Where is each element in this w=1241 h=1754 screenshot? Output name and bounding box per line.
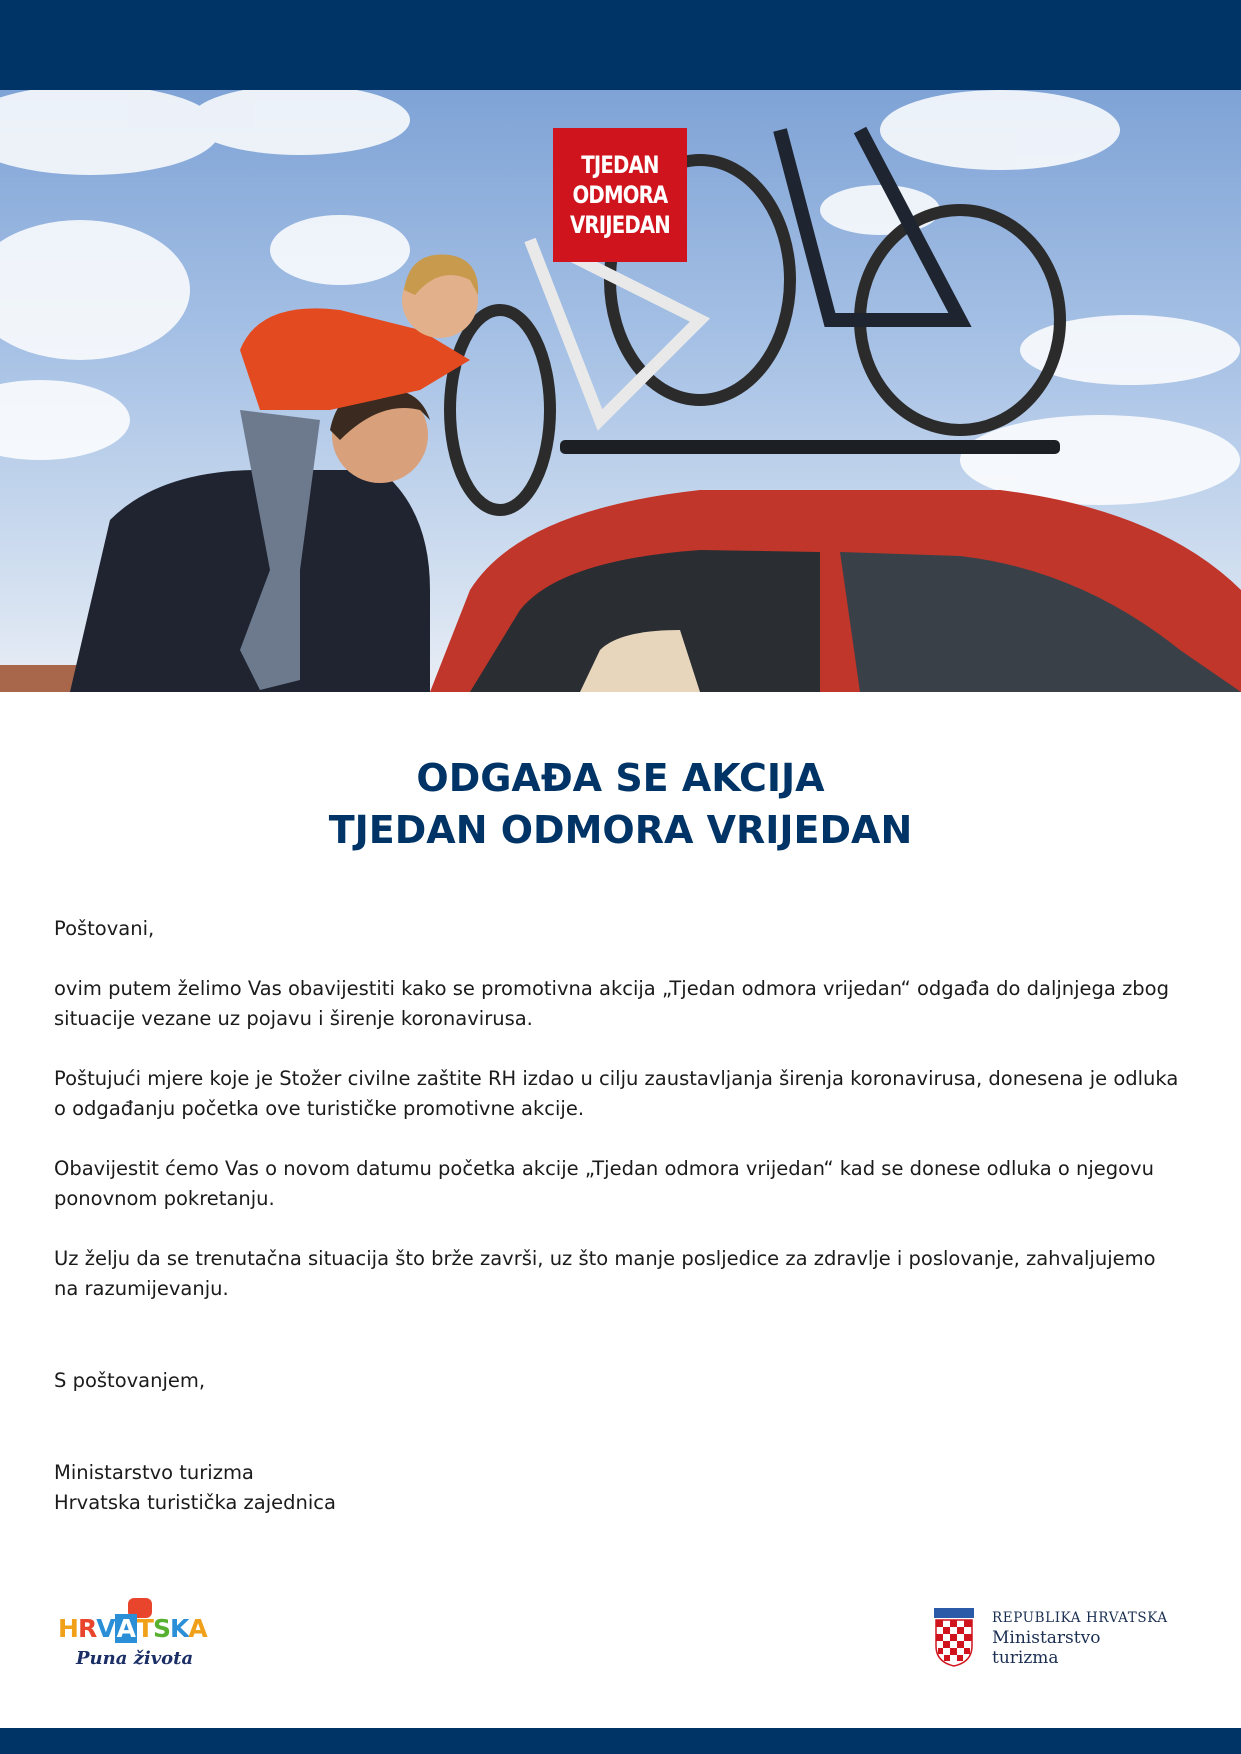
paragraph-4: Uz želju da se trenutačna situacija što brže završi, uz što manje posljedice za zdravlje i poslovanje, zahvaljujemo na razumijevanju. bbox=[54, 1247, 1156, 1300]
slogan: Puna života bbox=[76, 1648, 194, 1669]
ministry-text bbox=[992, 1608, 1168, 1668]
campaign-logo-text: TJEDAN ODMORA VRIJEDAN bbox=[570, 151, 670, 239]
coat-of-arms-icon bbox=[932, 1606, 976, 1668]
hrvatska-wordmark: H R V A T S K A bbox=[58, 1614, 207, 1643]
top-header-bar bbox=[0, 0, 1241, 90]
closing: S poštovanjem, bbox=[54, 1369, 206, 1392]
hero-photo bbox=[0, 90, 1241, 692]
paragraph-1: ovim putem želimo Vas obavijestiti kako se promotivna akcija „Tjedan odmora vrijedan“ odgađa do daljnjega zbog situacije vezane uz pojavu i širenje koronavirusa. bbox=[54, 977, 1169, 1030]
signature-line-2: Hrvatska turistička zajednica bbox=[54, 1491, 336, 1514]
campaign-logo-badge bbox=[553, 128, 687, 262]
page-title bbox=[0, 752, 1241, 856]
ministry-logo bbox=[932, 1606, 1192, 1670]
signature-line-1: Ministarstvo turizma bbox=[54, 1461, 254, 1484]
paragraph-3: Obavijestit ćemo Vas o novom datumu početka akcije „Tjedan odmora vrijedan“ kad se donese odluka o njegovu ponovnom pokretanju. bbox=[54, 1157, 1154, 1210]
ministry-line-3: turizma bbox=[992, 1648, 1059, 1668]
roof-rack bbox=[560, 440, 1060, 454]
title-line-2: TJEDAN ODMORA VRIJEDAN bbox=[328, 808, 913, 852]
greeting: Poštovani, bbox=[54, 917, 155, 940]
ministry-line-1: REPUBLIKA HRVATSKA bbox=[992, 1610, 1168, 1626]
letter-body bbox=[54, 914, 1184, 1518]
paragraph-2: Poštujući mjere koje je Stožer civilne zaštite RH izdao u cilju zaustavljanja širenja koronavirusa, donesena je odluka o odgađanju početka ove turističke promotivne akcije. bbox=[54, 1067, 1179, 1120]
bottom-footer-bar bbox=[0, 1728, 1241, 1754]
hrvatska-tourism-logo bbox=[56, 1596, 206, 1678]
ministry-line-2: Ministarstvo bbox=[992, 1628, 1101, 1648]
title-line-1: ODGAĐA SE AKCIJA bbox=[416, 756, 825, 800]
